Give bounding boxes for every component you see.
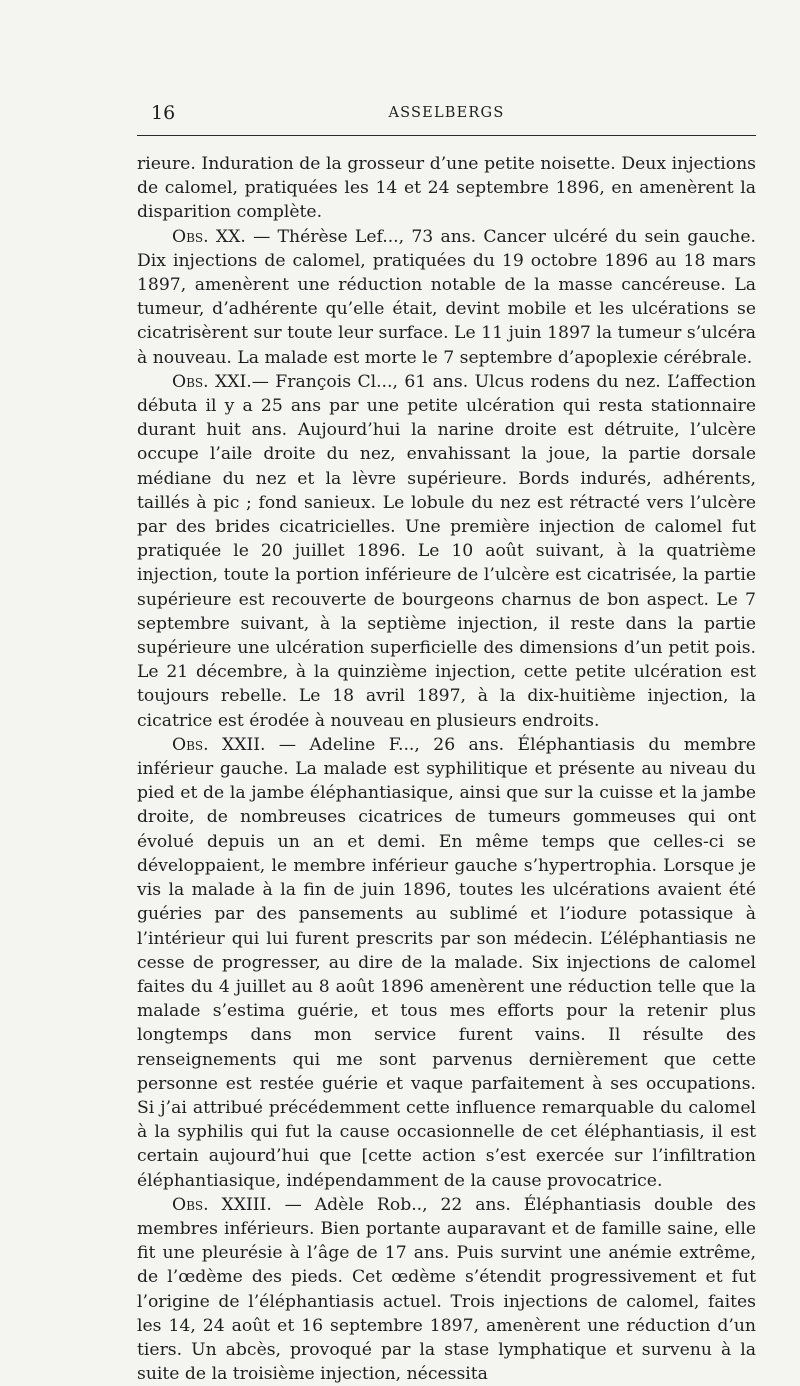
observation-label: Obs. XXII. (172, 734, 266, 755)
body-text (137, 152, 756, 1386)
page-header (137, 100, 756, 130)
paragraph-text: rieure. Induration de la grosseur d’une petite noisette. Deux injections de calomel, pratiquées les 14 et 24 septembre 1896, en amenèrent la disparition complète. (137, 154, 756, 223)
paragraph-continuation (137, 152, 756, 225)
paragraph-text: — Thérèse Lef..., 73 ans. Cancer ulcéré du sein gauche. Dix injections de calomel, pratiquées du 19 octobre 1896 au 18 mars 1897, amenèrent une réduction notable de la masse cancéreuse. La tumeur, d’adhérente qu’elle était, devint mobile et les ulcérations se cicatrisèrent sur toute leur surface. Le 11 juin 1897 la tumeur s’ulcéra à nouveau. La malade est morte le 7 septembre d’apoplexie cérébrale. (137, 226, 756, 368)
running-head: ASSELBERGS (388, 105, 505, 121)
header-rule (137, 135, 756, 136)
observation-xxii (137, 733, 756, 1193)
paragraph-text: — Adeline F..., 26 ans. Éléphantiasis du membre inférieur gauche. La malade est syphilitique et présente au niveau du pied et de la jambe éléphantiasique, ainsi que sur la cuisse et la jambe droite, de nombreuses cicatrices de tumeurs gommeuses qui ont évolué depuis un an et demi. En même temps que celles-ci se développaient, le membre inférieur gauche s’hypertrophia. Lorsque je vis la malade à la fin de juin 1896, toutes les ulcérations avaient été guéries par des pansements au sublimé et l’iodure potassique à l’intérieur qui lui furent prescrits par son médecin. L’éléphantiasis ne cesse de progresser, au dire de la malade. Six injections de calomel faites du 4 juillet au 8 août 1896 amenèrent une réduction telle que la malade s’estima guérie, et tous mes efforts pour la retenir plus longtemps dans mon service furent vains. Il résulte des renseignements qui me sont parvenus dernièrement que cette personne est restée guérie et vaque parfaitement à ses occupations. Si j’ai attribué précédemment cette influence remarquable du calomel à la syphilis qui fut la cause occasionnelle de cet éléphantiasis, il est certain aujourd’hui que [cette action s’est exercée sur l’infiltration éléphantiasique, indépendamment de la cause provocatrice. (137, 734, 756, 1191)
observation-label: Obs. XXIII. (172, 1194, 272, 1215)
page-number: 16 (151, 102, 176, 124)
observation-xxiii (137, 1193, 756, 1386)
paragraph-text: — François Cl..., 61 ans. Ulcus rodens du nez. L’affection débuta il y a 25 ans par une petite ulcération qui resta stationnaire durant huit ans. Aujourd’hui la narine droite est détruite, l’ulcère occupe l’aile droite du nez, envahissant la joue, la partie dorsale médiane du nez et la lèvre supérieure. Bords indurés, adhérents, taillés à pic ; fond sanieux. Le lobule du nez est rétracté vers l’ulcère par des brides cicatricielles. Une première injection de calomel fut pratiquée le 20 juillet 1896. Le 10 août suivant, à la quatrième injection, toute la portion inférieure de l’ulcère est cicatrisée, la partie supérieure est recouverte de bourgeons charnus de bon aspect. Le 7 septembre suivant, à la septième injection, il reste dans la partie supérieure une ulcération superficielle des dimensions d’un petit pois. Le 21 décembre, à la quinzième injection, cette petite ulcération est toujours rebelle. Le 18 avril 1897, à la dix-huitième injection, la cicatrice est érodée à nouveau en plusieurs endroits. (137, 371, 756, 731)
observation-label: Obs. XX. (172, 226, 246, 247)
observation-xxi (137, 370, 756, 733)
observation-xx (137, 225, 756, 370)
paragraph-text: — Adèle Rob.., 22 ans. Éléphantiasis double des membres inférieurs. Bien portante auparavant et de famille saine, elle fit une pleurésie à l’âge de 17 ans. Puis survint une anémie extrême, de l’œdème des pieds. Cet œdème s’étendit progressivement et fut l’origine de l’éléphantiasis actuel. Trois injections de calomel, faites les 14, 24 août et 16 septembre 1897, amenèrent une réduction d’un tiers. Un abcès, provoqué par la stase lymphatique et survenu à la suite de la troisième injection, nécessita (137, 1194, 756, 1385)
observation-label: Obs. XXI. (172, 371, 252, 392)
